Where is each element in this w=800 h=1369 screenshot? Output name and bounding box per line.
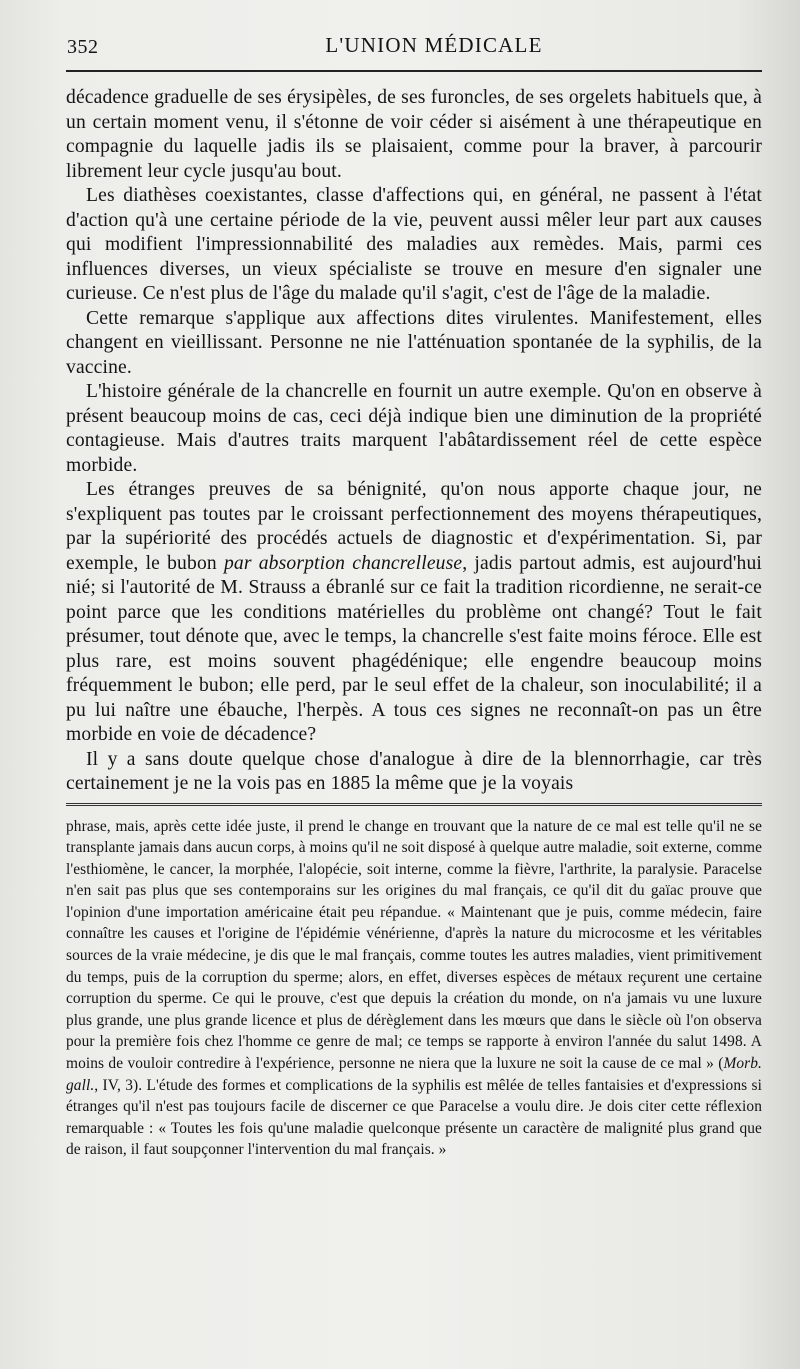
footnote-citation-italic: Morb. gall. — [66, 1055, 762, 1094]
header-rule — [66, 70, 762, 72]
paragraph-1: décadence graduelle de ses érysipèles, de ses furoncles, de ses orgelets habituels que, à un certain moment venu, il s'étonne de voir céder si aisément à une thérapeutique en compagnie du laquelle jadis ils se plaisaient, comme pour la braver, à parcourir librement leur cycle jusqu'au bout. — [66, 87, 762, 182]
paragraph-5-italic: par absorption chancrelleuse — [223, 552, 463, 574]
page-number: 352 — [67, 36, 99, 58]
paragraph-5 — [66, 478, 762, 748]
paragraph-6: Il y a sans doute quelque chose d'analogue à dire de la blennorrhagie, car très certainement je ne la vois pas en 1885 la même que je la voyais — [66, 748, 762, 794]
main-text — [66, 86, 762, 797]
paragraph-5-text-b: , jadis partout admis, est aujourd'hui nié; si l'autorité de M. Strauss a ébranlé sur ce fait la tradition ricordienne, ne serait-ce point parce que les conditions matérielles du problème ont changé? Tout le fait présumer, tout dénote que, avec le temps, la chancrelle s'est faite moins féroce. Elle est plus rare, est moins souvent phagédénique; elle engendre beaucoup moins fréquemment le bubon; elle perd, par le seul effet de la chaleur, son inoculabilité; il a pu lui naître une ébauche, l'herpès. A tous ces signes ne reconnaît-on pas un être morbide en voie de décadence? — [66, 552, 762, 745]
footnote-text-b: , IV, 3). L'étude des formes et complications de la syphilis est mêlée de telles fantaisies et d'expressions si étranges qu'il n'est pas toujours facile de discerner ce que Paracelse a voulu dire. Je dois citer cette réflexion remarquable : « Toutes les fois qu'une maladie quelconque présente un caractère de malignité plus grand que de raison, il faut soupçonner l'intervention du mal français. » — [66, 1076, 762, 1159]
footnote-text-a: phrase, mais, après cette idée juste, il prend le change en trouvant que la nature de ce mal est telle qu'il ne se transplante jamais dans aucun corps, à moins qu'il ne soit disposé à quelque autre maladie, soit externe, comme l'esthiomène, le cancer, la morphée, l'alopécie, soit interne, comme la fièvre, l'arthrite, la paralysie. Paracelse n'en sait pas plus que ses contemporains sur les origines du mal français, ce qu'il dit du gaïac prouve que l'opinion d'une importation américaine était peu répandue. « Maintenant que je puis, comme médecin, faire connaître les causes et l'origine de l'épidémie vénérienne, d'après la nature du microcosme et les véritables sources de la vraie médecine, je dis que le mal français, comme toutes les autres maladies, vient primitivement du temps, puis de la corruption du sperme; alors, en effet, diverses espèces de métaux reçurent une certaine corruption du sperme. Ce qui le prouve, c'est que depuis la création du monde, on n'a jamais vu une luxure plus grande, une plus grande licence et plus de dérèglement dans les mœurs que dans le siècle où l'on observa pour la première fois chez l'homme ce genre de mal; ce temps se rapporte à environ l'année du salut 1498. A moins de vouloir contredire à l'expérience, personne ne niera que la luxure ne soit la cause de ce mal » ( — [66, 817, 762, 1073]
page-header — [66, 0, 762, 76]
footnote-rule — [66, 803, 762, 806]
footnote — [66, 816, 762, 1162]
paragraph-2: Les diathèses coexistantes, classe d'affections qui, en général, ne passent à l'état d'action qu'à une certaine période de la vie, peuvent aussi mêler leur part aux causes qui modifient l'impressionnabilité des maladies aux remèdes. Mais, parmi ces influences diverses, un vieux spécialiste se trouve en mesure d'en signaler une curieuse. Ce n'est plus de l'âge du malade qu'il s'agit, c'est de l'âge de la maladie. — [66, 185, 762, 304]
paragraph-4: L'histoire générale de la chancrelle en fournit un autre exemple. Qu'on en observe à présent beaucoup moins de cas, ceci déjà indique bien une diminution de la propriété contagieuse. Mais d'autres traits marquent l'abâtardissement réel de cette espèce morbide. — [66, 381, 762, 476]
paragraph-5-text-a: Les étranges preuves de sa bénignité, qu'on nous apporte chaque jour, ne s'expliquent pas toutes par le croissant perfectionnement des moyens thérapeutiques, par la supériorité des procédés actuels de diagnostic et d'expérimentation. Si, par exemple, le bubon — [66, 479, 762, 574]
paragraph-3: Cette remarque s'applique aux affections dites virulentes. Manifestement, elles changent en vieillissant. Personne ne nie l'atténuation spontanée de la syphilis, de la vaccine. — [66, 307, 762, 378]
running-title: L'UNION MÉDICALE — [325, 33, 543, 57]
